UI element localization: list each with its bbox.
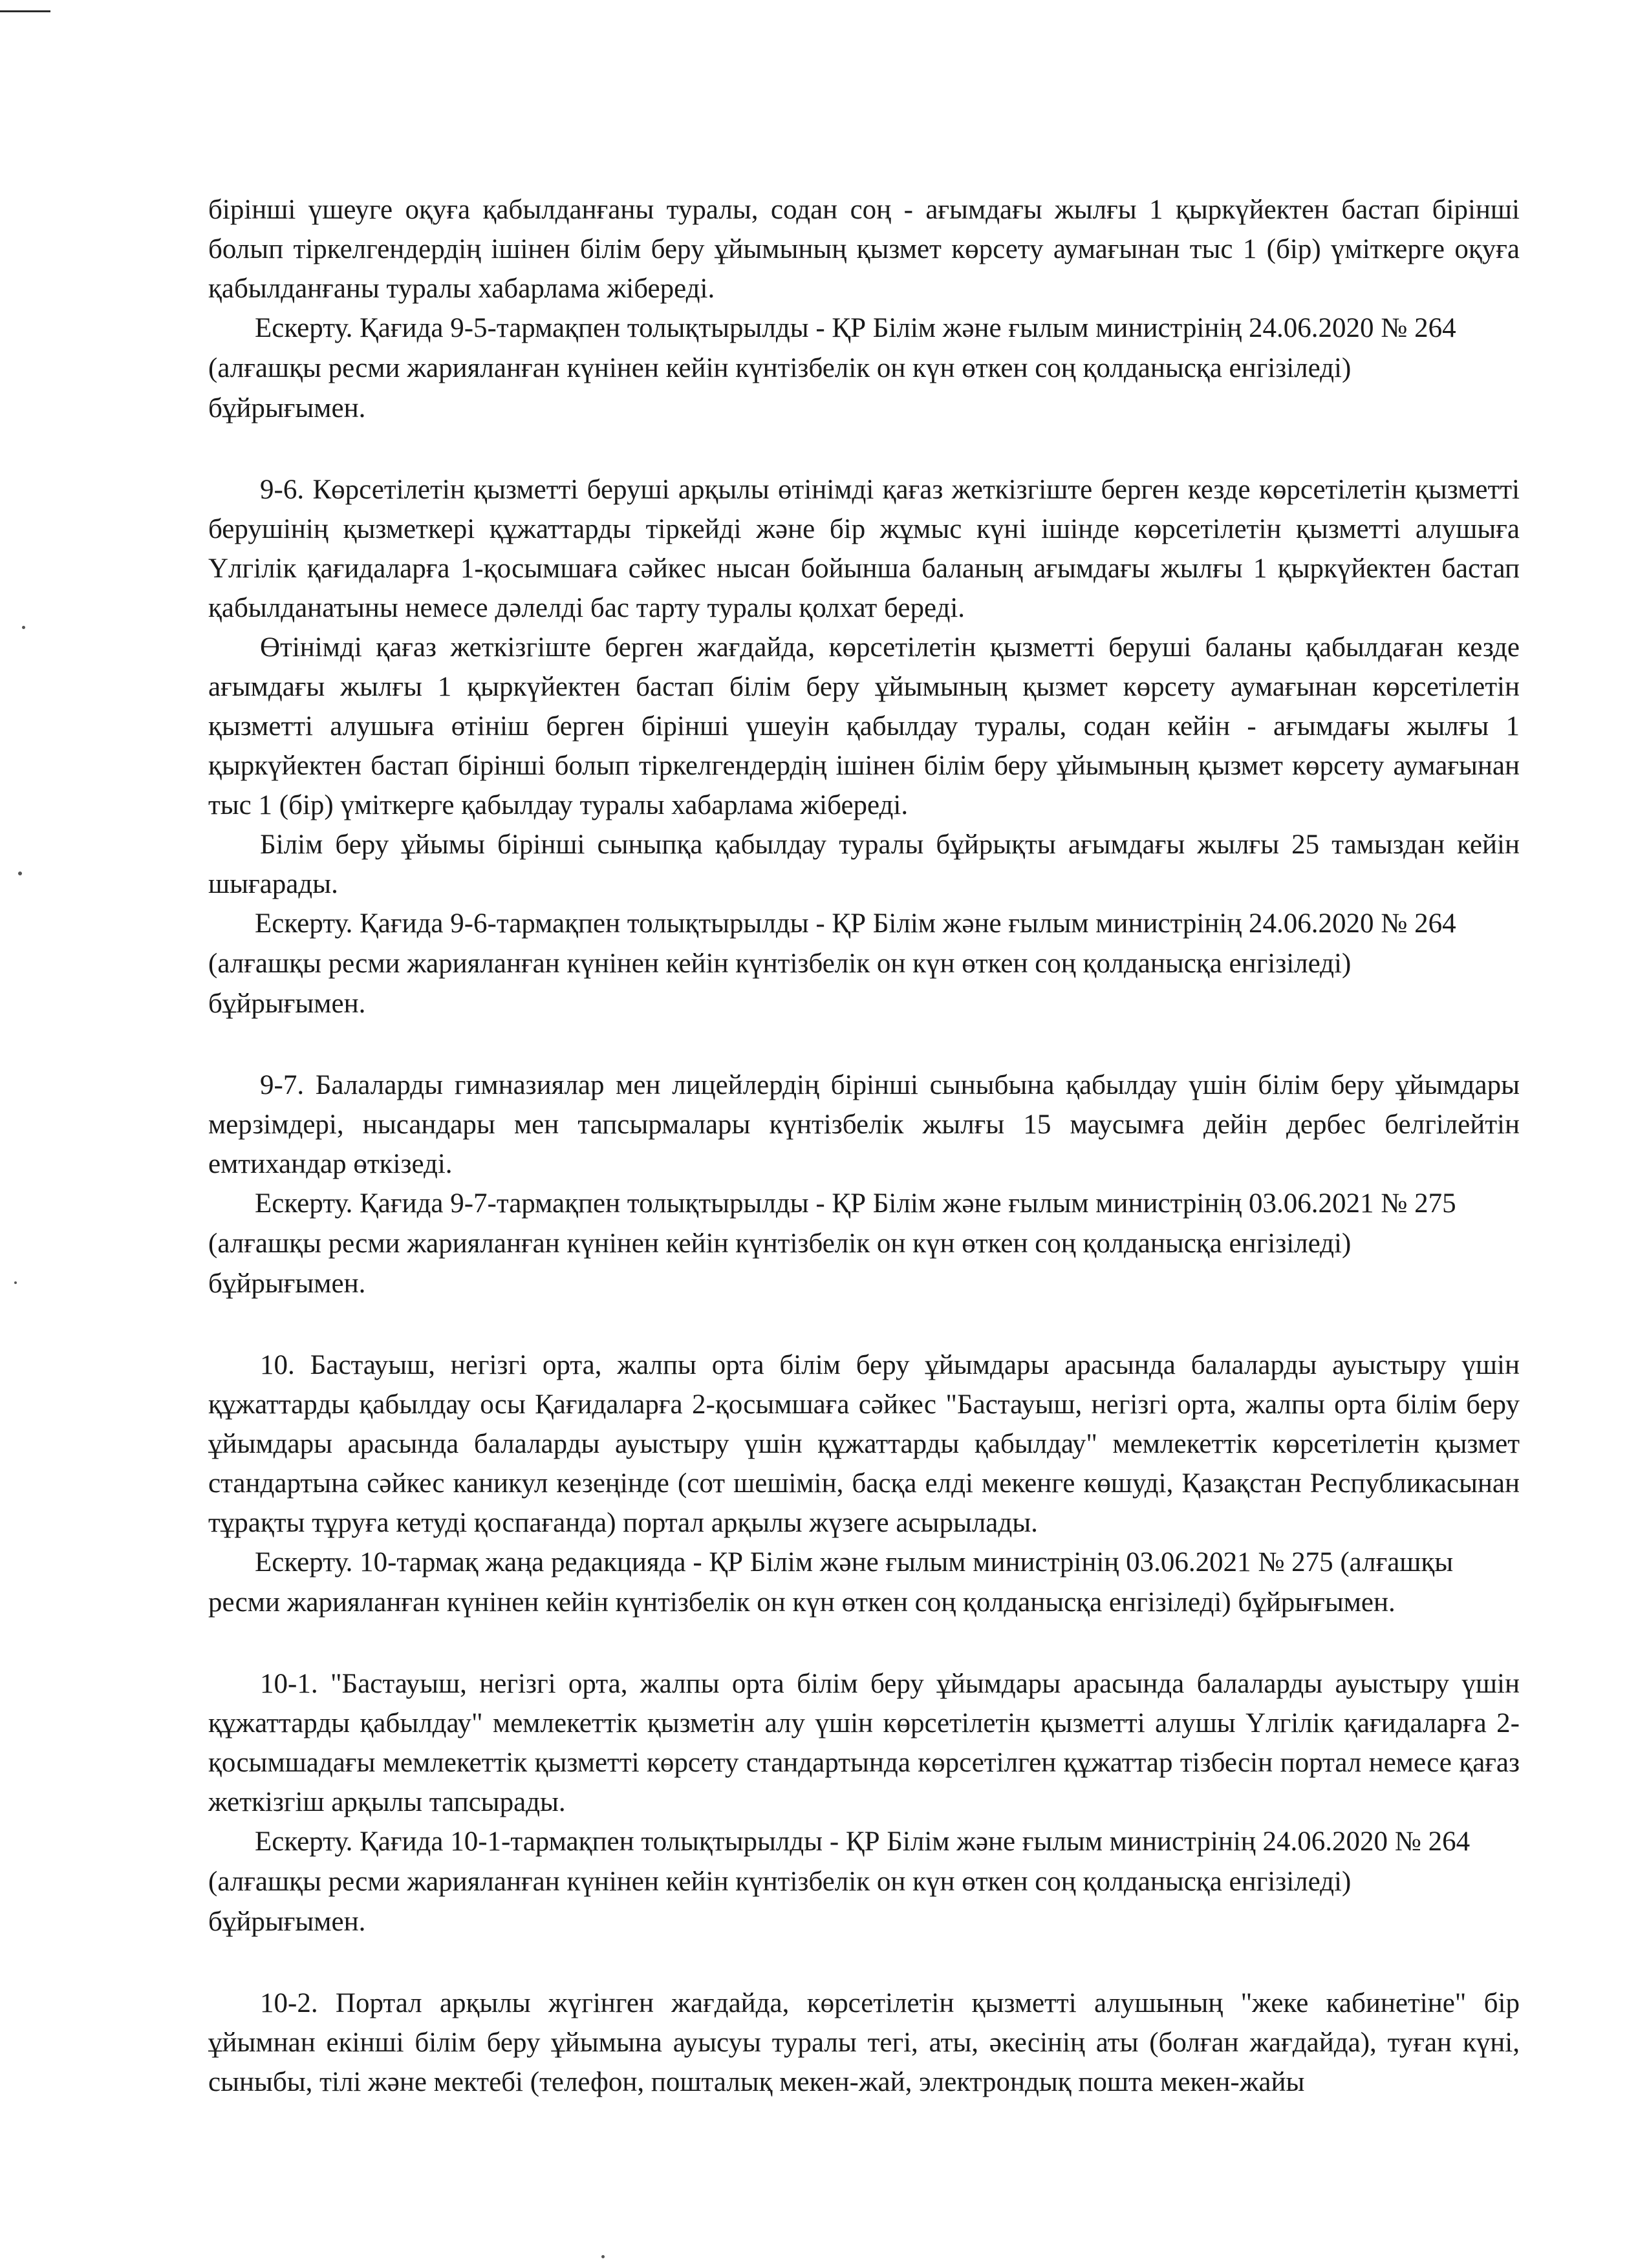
paragraph-9-6-order: Білім беру ұйымы бірінші сыныпқа қабылдау туралы бұйрықты ағымдағы жылғы 25 тамыздан кейін шығарады.: [208, 829, 1520, 899]
scan-speck: [22, 626, 25, 629]
paragraph-10: 10. Бастауыш, негізгі орта, жалпы орта білім беру ұйымдары арасында балаларды ауыстыру үшін құжаттарды қабылдау осы Қағидаларға 2-қосымшаға сәйкес "Бастауыш, негізгі орта, жалпы орта білім беру ұйымдары арасында балаларды ауыстыру үшін құжаттарды қабылдау" мемлекеттік көрсетілетін қызмет стандартына сәйкес каникул кезеңінде (сот шешімін, басқа елді мекенге көшуді, Қазақстан Республикасынан тұрақты тұруға кетуді қоспағанда) портал арқылы жүзеге асырылады.: [208, 1350, 1520, 1538]
paragraph-9-5-continuation: бірінші үшеуге оқуға қабылданғаны туралы, содан соң - ағымдағы жылғы 1 қыркүйектен бастап бірінші болып тіркелгендердің ішінен білім беру ұйымының қызмет көрсету аумағынан тыс 1 (бір) үміткерге оқуға қабылданғаны туралы хабарлама жібереді.: [208, 195, 1520, 304]
paragraph-9-7: 9-7. Балаларды гимназиялар мен лицейлердің бірінші сыныбына қабылдау үшін білім беру ұйымдары мерзімдері, нысандары мен тапсырмалары күнтізбелік жылғы 15 маусымға дейін дербес белгілейтін емтихандар өткізеді.: [208, 1070, 1520, 1179]
editorial-note-9-6: Ескерту. Қағида 9-6-тармақпен толықтырылды - ҚР Білім және ғылым министрінің 24.06.2020 № 264 (алғашқы ресми жарияланған күнінен кейін күнтізбелік он күн өткен соң қолданысқа енгізіледі) бұйрығымен.: [208, 908, 1456, 1019]
section-gap: [208, 1024, 1520, 1065]
scan-speck: [18, 872, 22, 875]
scan-speck: [601, 2255, 605, 2258]
editorial-note-9-5: Ескерту. Қағида 9-5-тармақпен толықтырылды - ҚР Білім және ғылым министрінің 24.06.2020 № 264 (алғашқы ресми жарияланған күнінен кейін күнтізбелік он күн өткен соң қолданысқа енгізіледі) бұйрығымен.: [208, 313, 1456, 423]
editorial-note-9-7: Ескерту. Қағида 9-7-тармақпен толықтырылды - ҚР Білім және ғылым министрінің 03.06.2021 № 275 (алғашқы ресми жарияланған күнінен кейін күнтізбелік он күн өткен соң қолданысқа енгізіледі) бұйрығымен.: [208, 1188, 1456, 1299]
editorial-note-10: Ескерту. 10-тармақ жаңа редакцияда - ҚР Білім және ғылым министрінің 03.06.2021 № 275 (алғашқы ресми жарияланған күнінен кейін күнтізбелік он күн өткен соң қолданысқа енгізіледі) бұйрығымен.: [208, 1547, 1454, 1618]
scan-speck: [14, 1281, 17, 1284]
paragraph-9-6-paper-application: Өтінімді қағаз жеткізгіште берген жағдайда, көрсетілетін қызметті беруші баланы қабылдаған кезде ағымдағы жылғы 1 қыркүйектен бастап білім беру ұйымының қызмет көрсету аумағынан көрсетілетін қызметті алушыға өтініш берген бірінші үшеуін қабылдау туралы, содан кейін - ағымдағы жылғы 1 қыркүйектен бастап бірінші болып тіркелгендердің ішінен білім беру ұйымының қызмет көрсету аумағынан тыс 1 (бір) үміткерге қабылдау туралы хабарлама жібереді.: [208, 632, 1520, 820]
paragraph-9-6: 9-6. Көрсетілетін қызметті беруші арқылы өтінімді қағаз жеткізгіште берген кезде көрсетілетін қызметті берушінің қызметкері құжаттарды тіркейді және бір жұмыс күні ішінде көрсетілетін қызметті алушыға Үлгілік қағидаларға 1-қосымшаға сәйкес нысан бойынша баланың ағымдағы жылғы 1 қыркүйектен бастап қабылданатыны немесе дәлелді бас тарту туралы қолхат береді.: [208, 475, 1520, 623]
editorial-note-10-1: Ескерту. Қағида 10-1-тармақпен толықтырылды - ҚР Білім және ғылым министрінің 24.06.2020 № 264 (алғашқы ресми жарияланған күнінен кейін күнтізбелік он күн өткен соң қолданысқа енгізіледі) бұйрығымен.: [208, 1826, 1471, 1937]
section-gap: [208, 1304, 1520, 1345]
paragraph-10-1: 10-1. "Бастауыш, негізгі орта, жалпы орта білім беру ұйымдары арасында балаларды ауыстыру үшін құжаттарды қабылдау" мемлекеттік қызметін алу үшін көрсетілетін қызметті алушы Үлгілік қағидаларға 2-қосымшадағы мемлекеттік қызметті көрсету стандартында көрсетілген құжаттар тізбесін портал немесе қағаз жеткізгіш арқылы тапсырады.: [208, 1669, 1520, 1817]
section-gap: [208, 1623, 1520, 1664]
document-page: [208, 190, 1520, 2102]
scan-edge-mark: [0, 10, 50, 12]
paragraph-10-2: 10-2. Портал арқылы жүгінген жағдайда, көрсетілетін қызметті алушының "жеке кабинетіне" бір ұйымнан екінші білім беру ұйымына ауысуы туралы тегі, аты, әкесінің аты (болған жағдайда), туған күні, сыныбы, тілі және мектебі (телефон, пошталық мекен-жай, электрондық пошта мекен-жайы: [208, 1988, 1520, 2097]
section-gap: [208, 1942, 1520, 1984]
section-gap: [208, 429, 1520, 470]
